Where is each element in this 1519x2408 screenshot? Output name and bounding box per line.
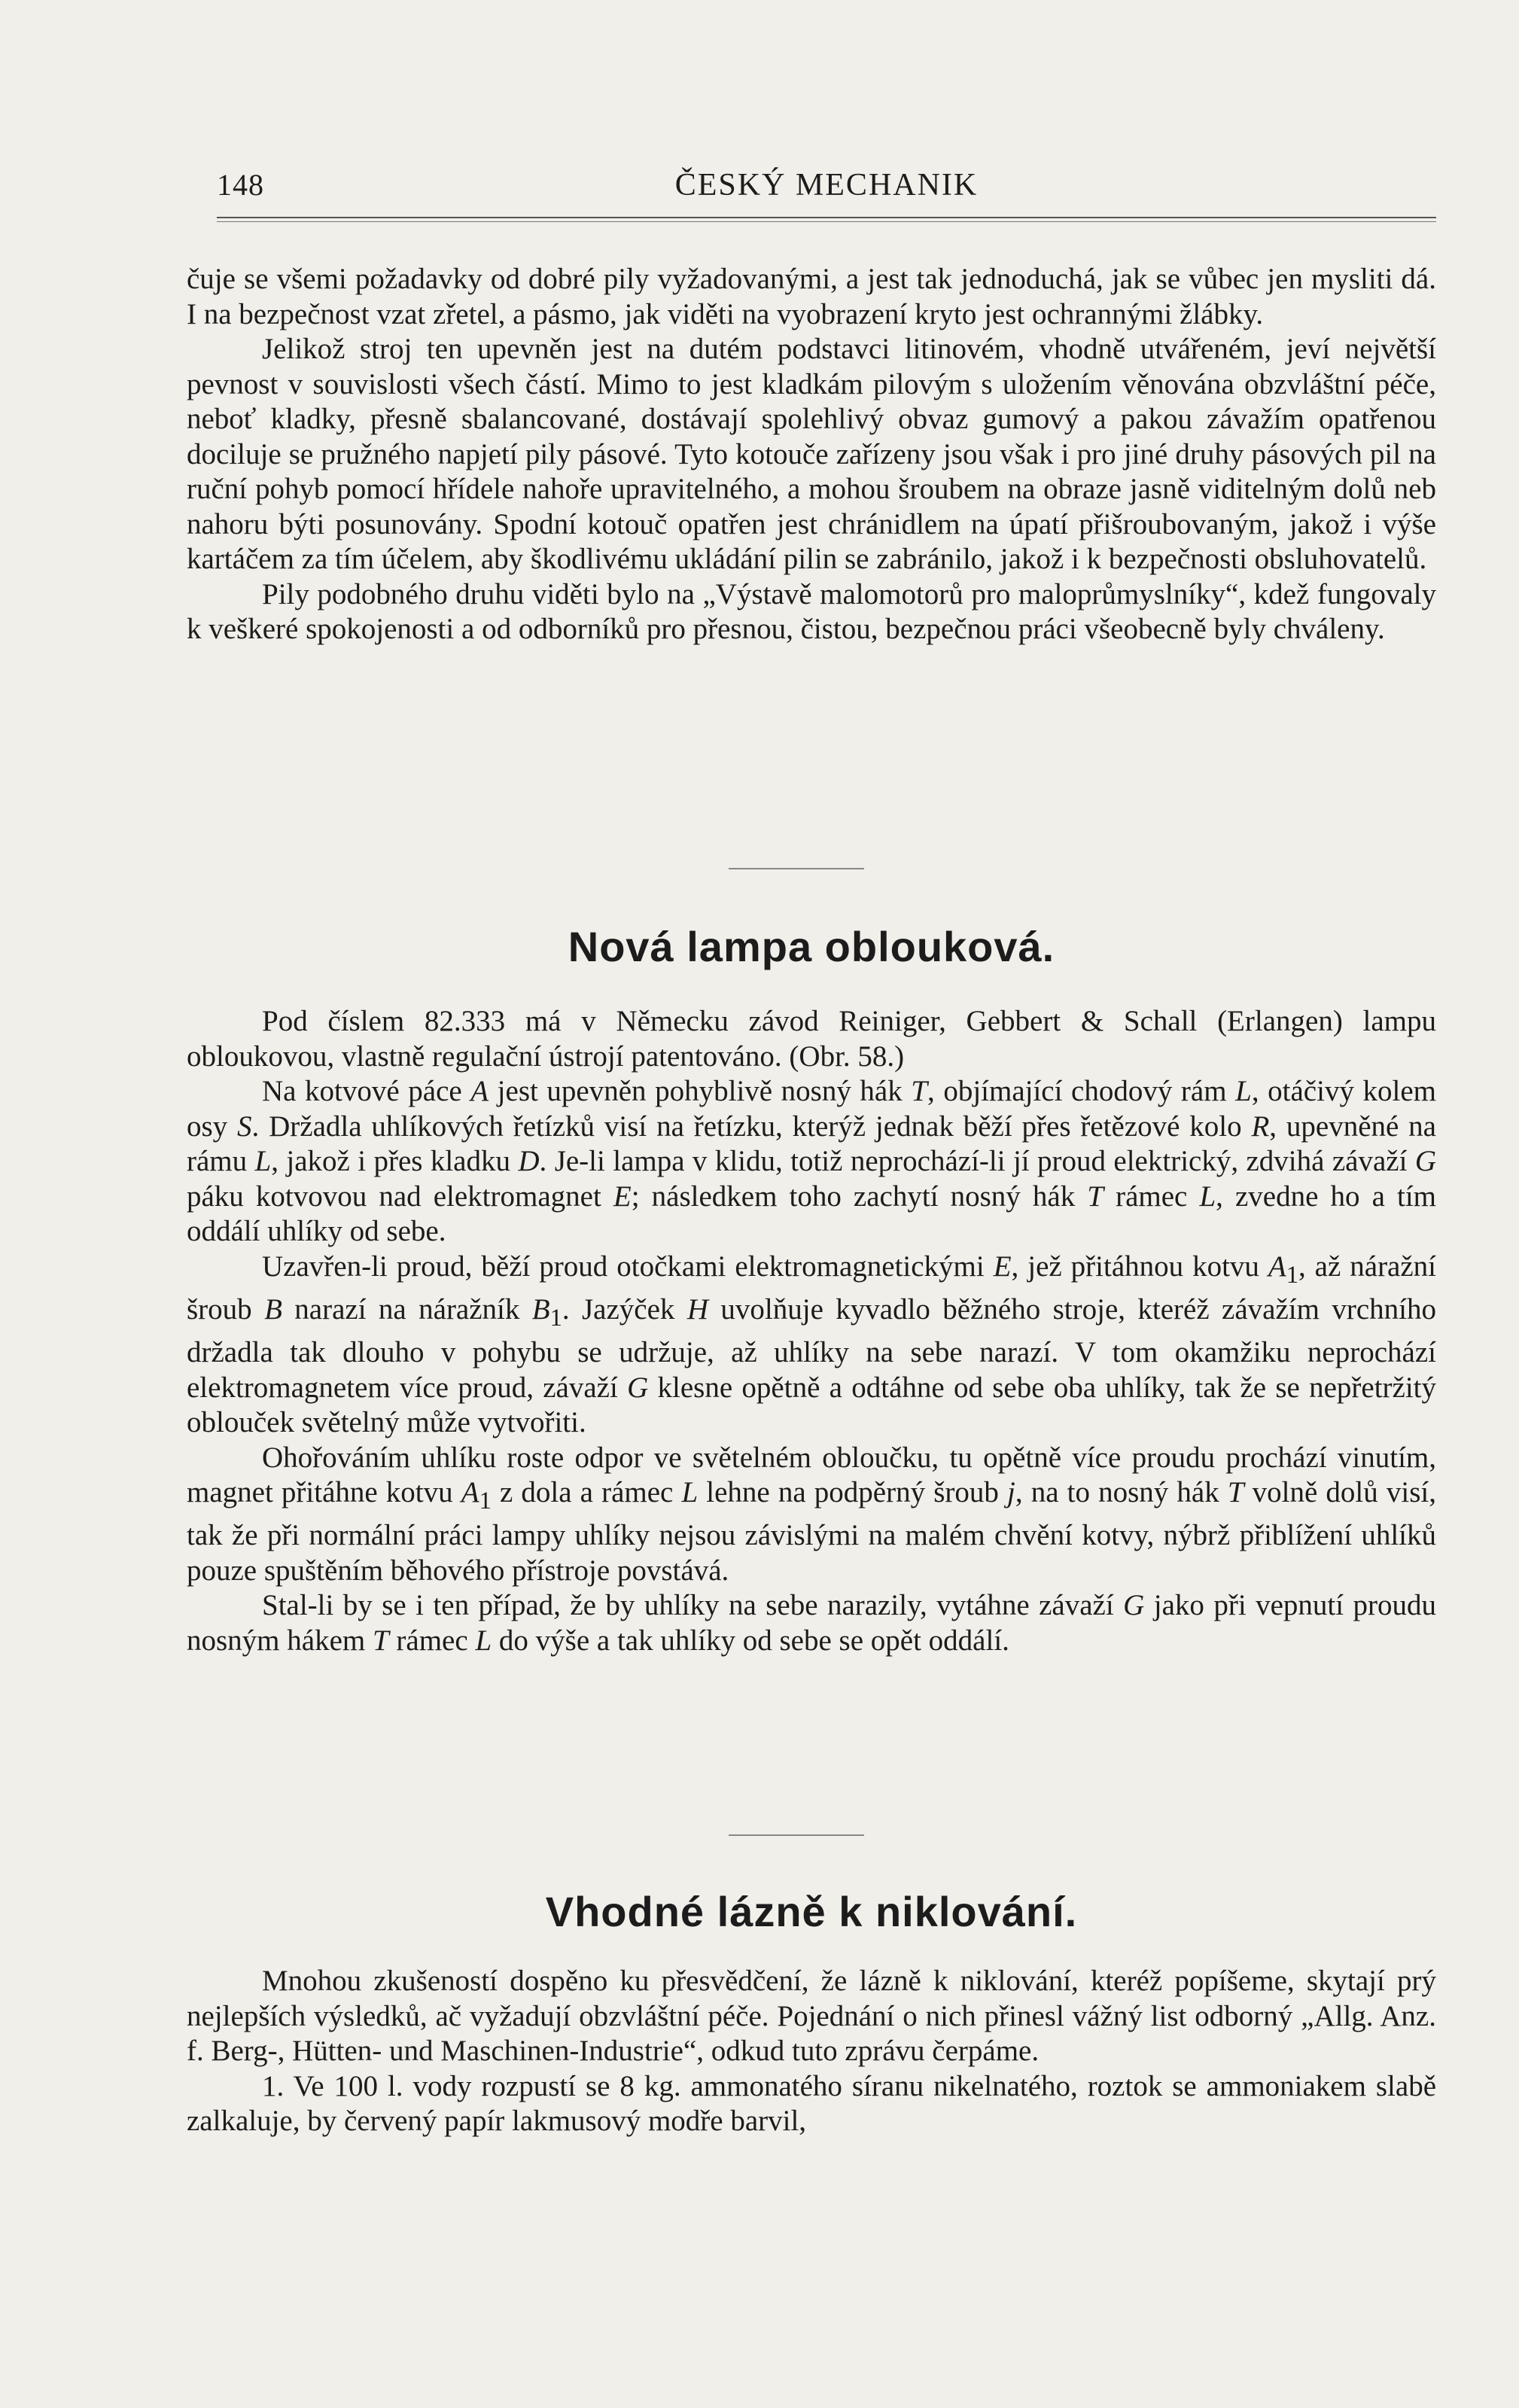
- section-divider: [729, 868, 864, 869]
- page: [187, 0, 1436, 2408]
- page-number: 148: [217, 168, 264, 202]
- paragraph: 1. Ve 100 l. vody rozpustí se 8 kg. ammonatého síranu nikelnatého, roztok se ammoniakem slabě zalkaluje, by červený papír lakmusový modře barvil,: [187, 2069, 1436, 2137]
- paragraph: Pily podobného druhu viděti bylo na „Výstavě malomotorů pro maloprůmyslníky“, kdež fungovaly k veškeré spokojenosti a od odborníků pro přesnou, čistou, bezpečnou práci všeobecně byly chváleny.: [187, 577, 1436, 645]
- page-header: [217, 167, 1436, 212]
- paragraph: Jelikož stroj ten upevněn jest na dutém podstavci litinovém, vhodně utvářeném, jeví největší pevnost v souvislosti všech částí. Mimo to jest kladkám pilovým s uložením věnována obzvláštní péče, neboť kladky, přesně sbalancované, dostávají spolehlivý obvaz gumový a pakou závažím opatřenou dociluje se pružného napjetí pily pásové. Tyto kotouče zařízeny jsou však i pro jiné druhy pásových pil na ruční pohyb pomocí hřídele nahoře upravitelného, a mohou šroubem na obraze jasně viditelným dolů neb nahoru býti posunovány. Spodní kotouč opatřen jest chránidlem na úpatí přišroubovaným, jakož i výše kartáčem za tím účelem, aby škodlivému ukládání pilin se zabránilo, jakož i k bezpečnosti obsluhovatelů.: [187, 333, 1436, 575]
- section-saw-continuation: [187, 262, 1436, 647]
- running-title: ČESKÝ MECHANIK: [674, 168, 979, 202]
- section-title: Nová lampa oblouková.: [568, 923, 1055, 970]
- paragraph: Mnohou zkušeností dospěno ku přesvědčení, že lázně k niklování, kteréž popíšeme, skytají prý nejlepších výsledků, ač vyžadují obzvláštní péče. Pojednání o nich přinesl vážný list odborný „Allg. Anz. f. Berg-, Hütten- und Maschinen-Industrie“, odkud tuto zprávu čerpáme.: [187, 1965, 1436, 2067]
- paragraph: Ohořováním uhlíku roste odpor ve světelném obloučku, tu opětně více proudu prochází vinutím, magnet přitáhne kotvu $A_1$ z dola a rámec L lehne na podpěrný šroub j, na to nosný hák T volně dolů visí, tak že při normální práci lampy uhlíky nejsou závislými na malém chvění kotvy, nýbrž přiblížení uhlíků pouze spuštěním běhového přístroje povstává.: [187, 1441, 1436, 1587]
- section-arc-lamp: [187, 1004, 1436, 1658]
- paragraph: Stal-li by se i ten případ, že by uhlíky na sebe narazily, vytáhne závaží G jako při vepnutí proudu nosným hákem T rámec L do výše a tak uhlíky od sebe se opět oddálí.: [187, 1589, 1437, 1657]
- paragraph: Na kotvové páce A jest upevněn pohyblivě nosný hák T, objímající chodový rám L, otáčivý kolem osy S. Držadla uhlíkových řetízků visí na řetízku, kterýž jednak běží přes řetězové kolo R, upevněné na rámu L, jakož i přes kladku D. Je-li lampa v klidu, totiž neprochází-li jí proud elektrický, zdvihá závaží G páku kotvovou nad elektromagnet E; následkem toho zachytí nosný hák T rámec L, zvedne ho a tím oddálí uhlíky od sebe.: [187, 1075, 1436, 1247]
- header-rule: [217, 217, 1436, 222]
- paragraph: Uzavřen-li proud, běží proud otočkami elektromagnetickými E, jež přitáhnou kotvu $A_1$, až náražní šroub B narazí na náražník $B_1$. Jazýček H uvolňuje kyvadlo běžného stroje, kteréž závažím vrchního držadla tak dlouho v pohybu se udržuje, až uhlíky na sebe narazí. V tom okamžiku neprochází elektromagnetem více proud, závaží G klesne opětně a odtáhne od sebe oba uhlíky, tak že se nepřetržitý oblouček světelný může vytvořiti.: [187, 1250, 1437, 1439]
- section-divider: [729, 1834, 864, 1836]
- section-nickel-baths: [187, 1964, 1436, 2139]
- paragraph: Pod číslem 82.333 má v Německu závod Reiniger, Gebbert & Schall (Erlangen) lampu obloukovou, vlastně regulační ústrojí patentováno. (Obr. 58.): [187, 1005, 1436, 1073]
- paragraph: čuje se všemi požadavky od dobré pily vyžadovanými, a jest tak jednoduchá, jak se vůbec jen mysliti dá. I na bezpečnost vzat zřetel, a pásmo, jak viděti na vyobrazení kryto jest ochrannými žlábky.: [187, 263, 1436, 330]
- section-title: Vhodné lázně k niklování.: [545, 1888, 1078, 1935]
